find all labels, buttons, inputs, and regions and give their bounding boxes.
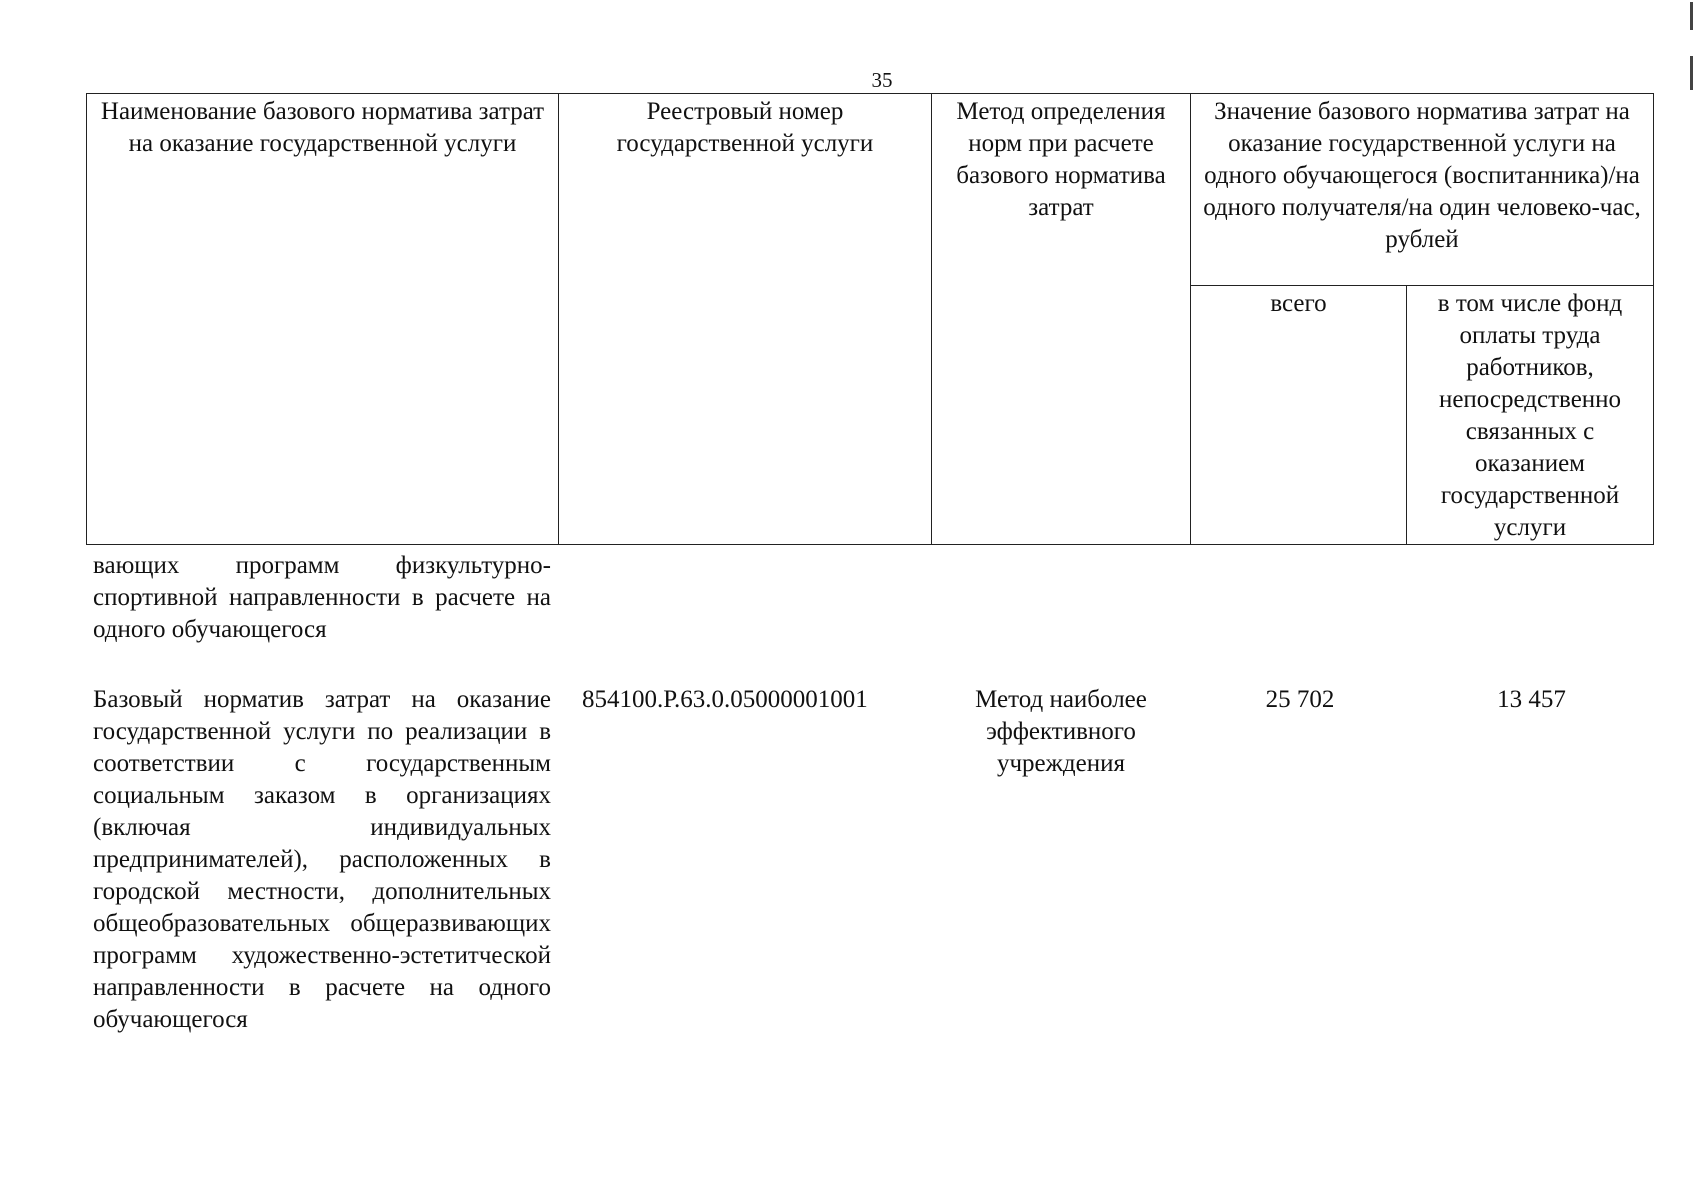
header-total-cell: всего bbox=[1191, 286, 1407, 545]
row-2-registry: 854100.Р.63.0.05000001001 bbox=[582, 686, 868, 713]
scan-edge-mark bbox=[1690, 56, 1693, 90]
header-payroll-cell: в том числе фонд оплаты труда работников, непосредственно связанных с оказанием государственной услуги bbox=[1407, 286, 1654, 545]
scan-edge-mark bbox=[1690, 2, 1693, 30]
row-2-name: Базовый норматив затрат на оказание государственной услуги по реализации в соответствии с государственным социальным заказом в организациях (включая индивидуальных предпринимателей), расположенных в городской местности, дополнительных общеобразовательных общеразвивающих программ художественно-эстетитческой направленности в расчете на одного обучающегося bbox=[93, 686, 551, 1033]
header-value-cell: Значение базового норматива затрат на оказание государственной услуги на одного обучающегося (воспитанника)/на одного получателя/на один человеко-час, рублей bbox=[1191, 94, 1654, 286]
page-number: 35 bbox=[871, 68, 893, 92]
header-registry-cell: Реестровый номер государственной услуги bbox=[559, 94, 932, 545]
table-header bbox=[86, 93, 1654, 545]
header-method-cell: Метод определения норм при расчете базового норматива затрат bbox=[932, 94, 1191, 545]
row-2-payroll: 13 457 bbox=[1497, 686, 1566, 713]
row-2-total: 25 702 bbox=[1265, 686, 1335, 713]
row-2-method: Метод наиболее эффективного учреждения bbox=[975, 686, 1147, 777]
row-1-name: вающих программ физкультурно-спортивной направленности в расчете на одного обучающегося bbox=[93, 552, 551, 643]
header-name-cell: Наименование базового норматива затрат на оказание государственной услуги bbox=[87, 94, 559, 545]
